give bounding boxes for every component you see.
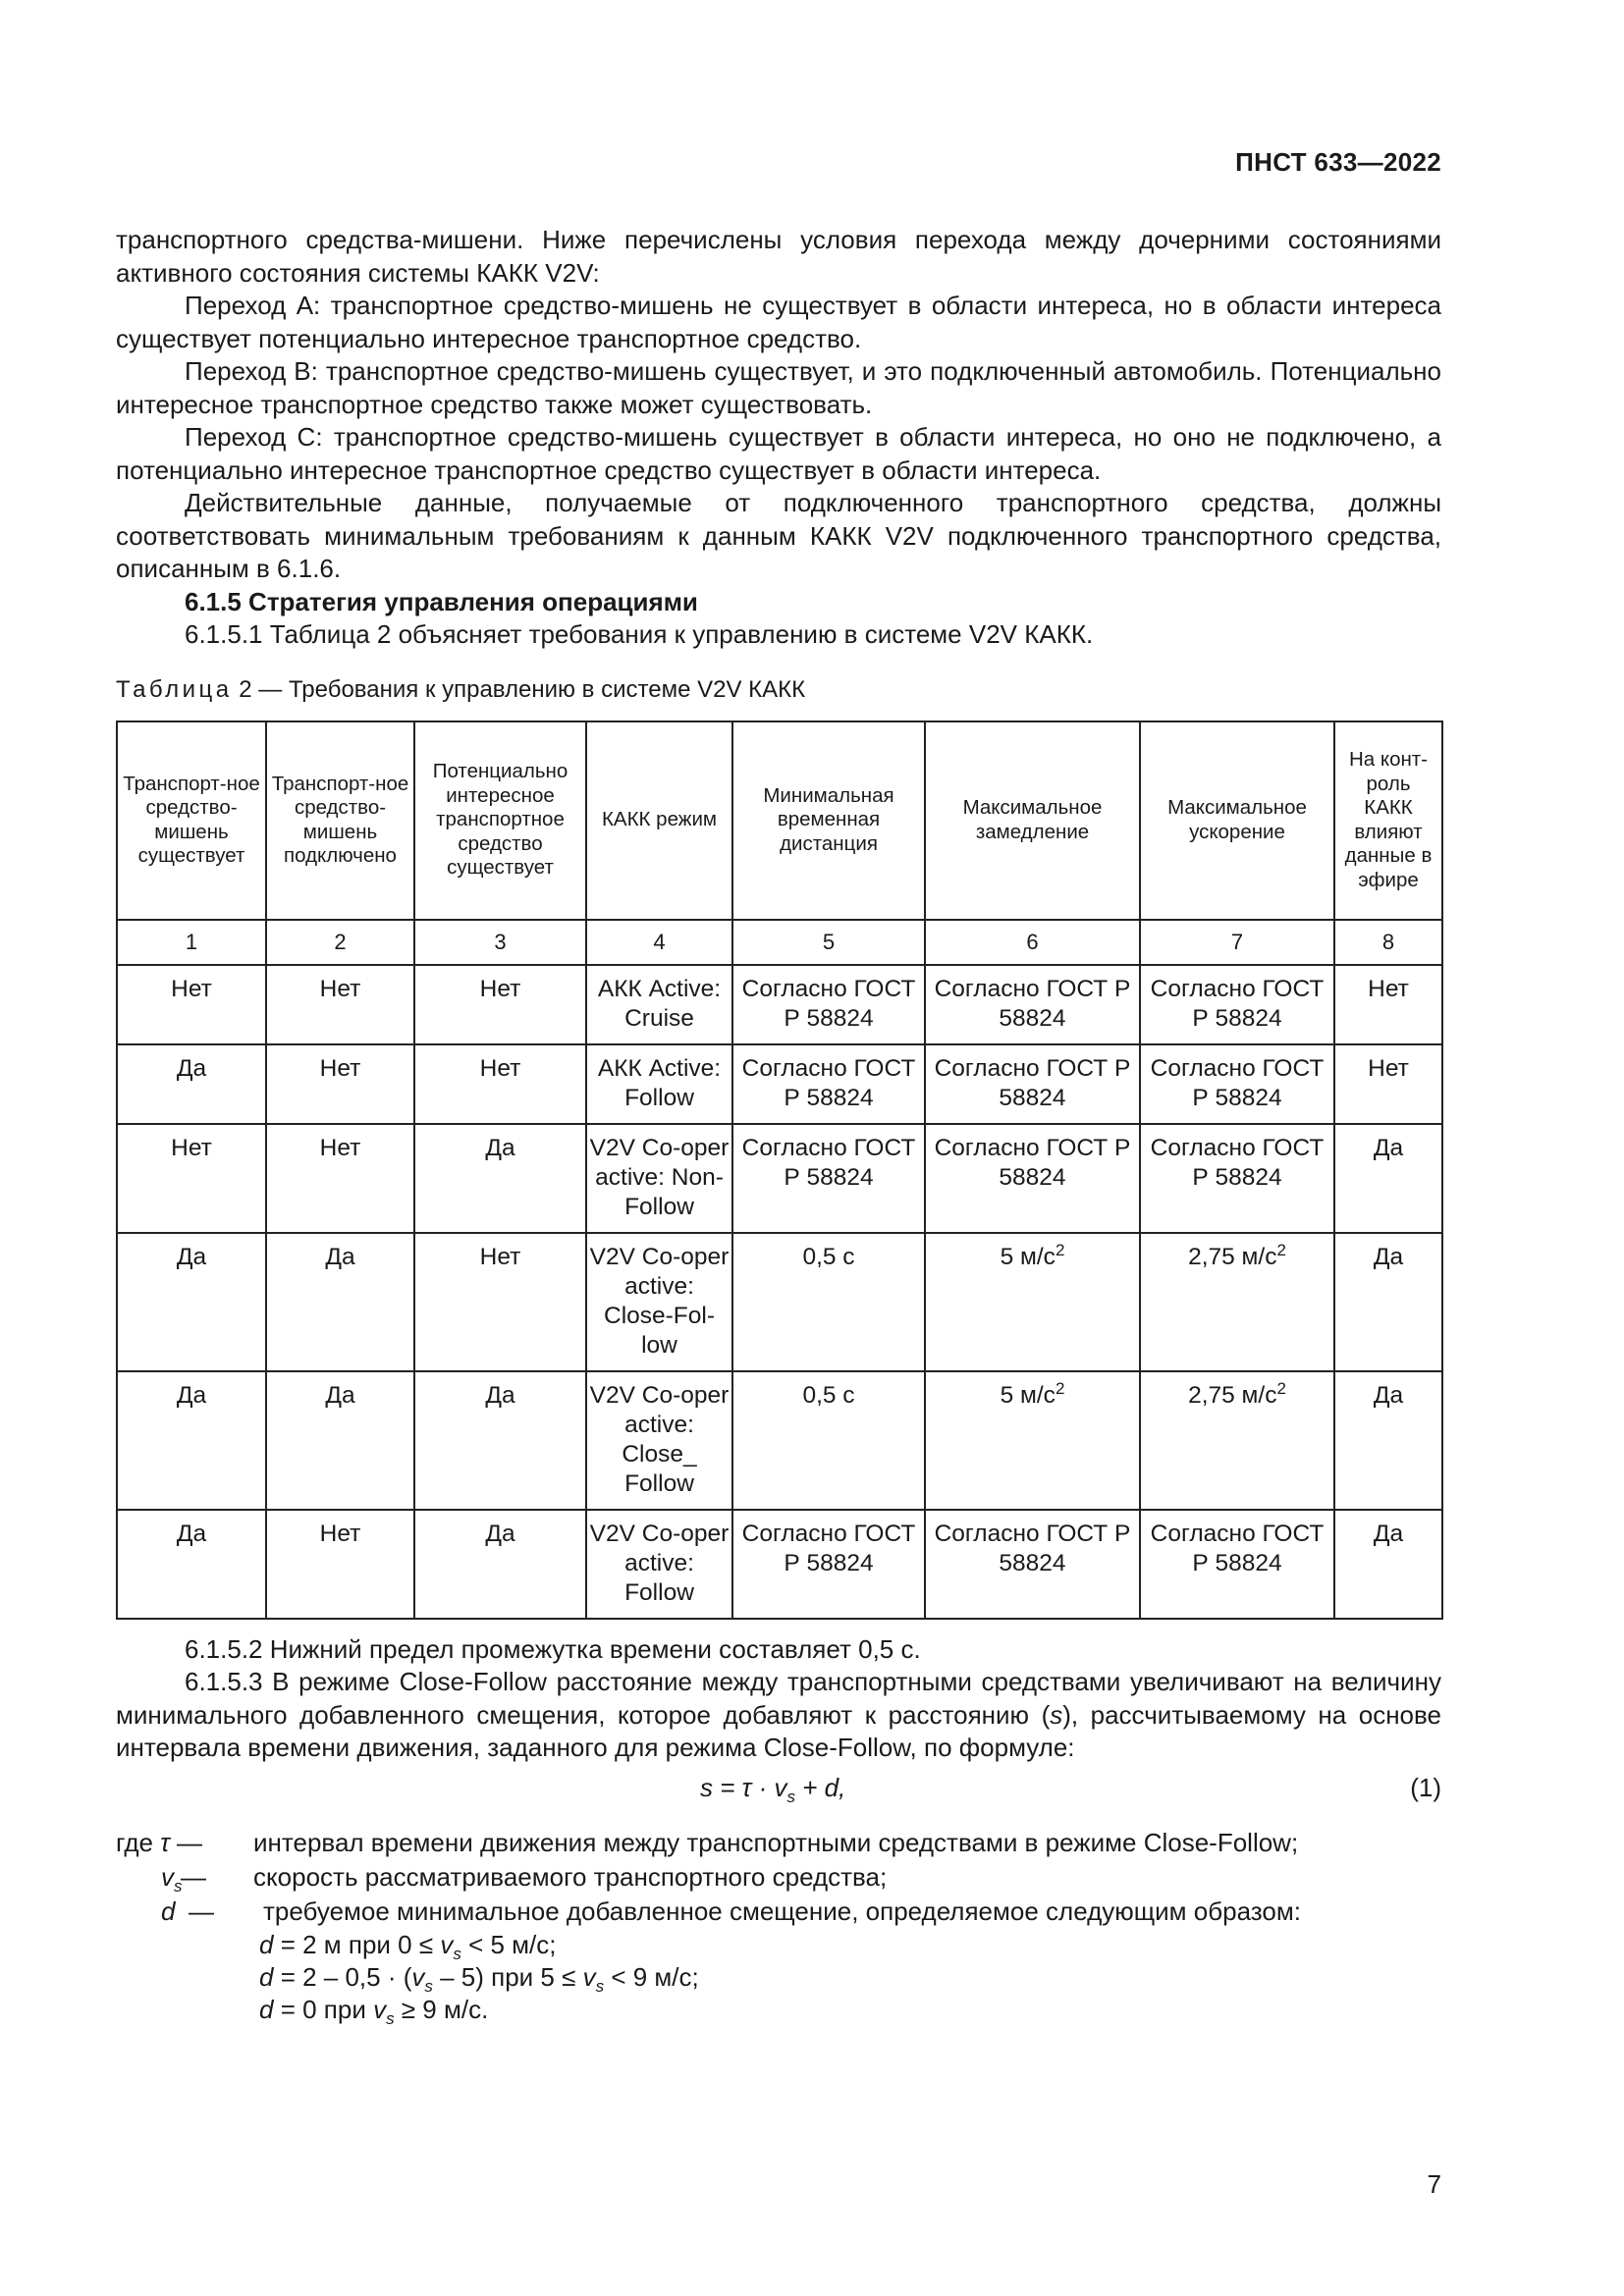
table-caption-word: Таблица bbox=[116, 675, 233, 703]
superscript: 2 bbox=[1276, 1378, 1286, 1398]
column-number: 7 bbox=[1140, 920, 1334, 965]
table-cell: V2V Co-oper active: Close_ Follow bbox=[586, 1371, 732, 1510]
column-number: 6 bbox=[925, 920, 1140, 965]
column-number-row bbox=[117, 920, 1442, 965]
paragraph-transition-b: Переход B: транспортное средство-мишень существует, и это подключенный автомобиль. Потенциально интересное транспортное средство также может существовать. bbox=[116, 356, 1441, 419]
paragraph: транспортного средства-мишени. Ниже перечислены условия перехода между дочерними состояниями активного состояния системы КАКК V2V: bbox=[116, 225, 1441, 288]
table-row bbox=[117, 1510, 1442, 1619]
table-row bbox=[117, 1124, 1442, 1233]
formula bbox=[116, 1765, 1441, 1810]
table-cell: Нет bbox=[414, 1233, 586, 1371]
table-cell: V2V Co-oper active: Non-Follow bbox=[586, 1124, 732, 1233]
legend-text: требуемое минимальное добавленное смещение, определяемое следующим образом: bbox=[263, 1896, 1301, 1926]
table-cell: Да bbox=[1334, 1371, 1442, 1510]
legend-dash: — bbox=[189, 1896, 214, 1926]
table-cell: Да bbox=[1334, 1124, 1442, 1233]
table-cell: Да bbox=[414, 1510, 586, 1619]
column-number: 3 bbox=[414, 920, 586, 965]
paragraph-transition-c: Переход C: транспортное средство-мишень существует в области интереса, но оно не подключено, а потенциально интересное транспортное средство существует в области интереса. bbox=[116, 422, 1441, 485]
table-cell: Нет bbox=[266, 1510, 414, 1619]
column-header: На конт-роль КАКК влияют данные в эфире bbox=[1334, 721, 1442, 920]
table-cell bbox=[1140, 1371, 1334, 1510]
column-header: Транспорт-ное средство-мишень существует bbox=[117, 721, 266, 920]
legend-item-tau bbox=[116, 1826, 1441, 1860]
table-cell: Нет bbox=[117, 965, 266, 1044]
table-cell: Согласно ГОСТ Р 58824 bbox=[732, 1124, 925, 1233]
table-cell: 0,5 с bbox=[732, 1371, 925, 1510]
superscript: 2 bbox=[1055, 1240, 1065, 1259]
column-header: Потенциально интересное транспортное средство существует bbox=[414, 721, 586, 920]
legend-dash: — bbox=[177, 1827, 202, 1857]
column-number: 1 bbox=[117, 920, 266, 965]
column-header: Транспорт-ное средство-мишень подключено bbox=[266, 721, 414, 920]
section-heading: 6.1.5 Стратегия управления операциями bbox=[185, 586, 698, 616]
table-cell: Да bbox=[117, 1510, 266, 1619]
legend-item-vs bbox=[116, 1860, 1441, 1895]
table-cell: Да bbox=[414, 1371, 586, 1510]
table-cell: Согласно ГОСТ Р 58824 bbox=[925, 1510, 1140, 1619]
table-cell: АКК Active: Follow bbox=[586, 1044, 732, 1124]
table-cell: АКК Active: Cruise bbox=[586, 965, 732, 1044]
table-cell: Да bbox=[117, 1371, 266, 1510]
table-cell: Да bbox=[117, 1233, 266, 1371]
table-cell bbox=[1140, 1233, 1334, 1371]
table-cell: Согласно ГОСТ Р 58824 bbox=[732, 965, 925, 1044]
table-cell: V2V Co-oper active: Follow bbox=[586, 1510, 732, 1619]
formula-number: (1) bbox=[1410, 1772, 1441, 1802]
table-cell: Нет bbox=[117, 1124, 266, 1233]
column-header: КАКК режим bbox=[586, 721, 732, 920]
table-cell: Нет bbox=[266, 965, 414, 1044]
table-cell: Нет bbox=[414, 1044, 586, 1124]
table-cell: Да bbox=[266, 1233, 414, 1371]
requirements-table bbox=[116, 721, 1443, 1620]
table-caption bbox=[116, 675, 1441, 705]
table-cell bbox=[925, 1371, 1140, 1510]
table-cell: Согласно ГОСТ Р 58824 bbox=[732, 1044, 925, 1124]
table-cell: Согласно ГОСТ Р 58824 bbox=[925, 1124, 1140, 1233]
column-number: 4 bbox=[586, 920, 732, 965]
paragraph bbox=[116, 1666, 1441, 1765]
cell-value: 5 м/с bbox=[1000, 1243, 1056, 1270]
table-cell: Согласно ГОСТ Р 58824 bbox=[925, 965, 1140, 1044]
column-header: Минимальная временная дистанция bbox=[732, 721, 925, 920]
cell-value: 2,75 м/с bbox=[1188, 1243, 1277, 1270]
case-line: $d = 2 - 0,5 \cdot (v_s - 5)$ при $5 \le v_s < 9$ м/с; bbox=[259, 1961, 699, 1996]
column-number: 5 bbox=[732, 920, 925, 965]
table-cell: 0,5 с bbox=[732, 1233, 925, 1371]
table-row bbox=[117, 1233, 1442, 1371]
variable-s: s bbox=[1050, 1699, 1063, 1730]
table-cell: Нет bbox=[266, 1044, 414, 1124]
table-caption-text: 2 — Требования к управлению в системе V2V КАКК bbox=[232, 675, 806, 703]
table-cell: Согласно ГОСТ Р 58824 bbox=[1140, 1124, 1334, 1233]
formula-expression: $s = \tau \cdot v_s + d$, bbox=[700, 1772, 846, 1806]
text-run: 6.1.5.3 В режиме Close-Follow расстояние между транспортными средствами увеличивают на величину минимального добавленного смещения, которое добавляют к расстоянию ( bbox=[116, 1667, 1441, 1730]
column-number: 8 bbox=[1334, 920, 1442, 965]
table-header-row bbox=[117, 721, 1442, 920]
paragraph-transition-a: Переход A: транспортное средство-мишень не существует в области интереса, но в области интереса существует потенциально интересное транспортное средство. bbox=[116, 291, 1441, 353]
table-cell: Да bbox=[266, 1371, 414, 1510]
legend-symbol: $v_s$ bbox=[161, 1861, 183, 1896]
table-cell: Нет bbox=[414, 965, 586, 1044]
cell-value: 2,75 м/с bbox=[1188, 1381, 1277, 1409]
column-header: Максимальное ускорение bbox=[1140, 721, 1334, 920]
table-cell: Да bbox=[117, 1044, 266, 1124]
case-line: d = 0 при $v_s \ge 9$ м/с. bbox=[259, 1994, 489, 2028]
table-row bbox=[117, 965, 1442, 1044]
table-cell: Да bbox=[1334, 1233, 1442, 1371]
text-run: ), рассчитываемому на основе интервала времени движения, заданного для режима Close-Follow, по формуле: bbox=[116, 1699, 1441, 1762]
formula-legend bbox=[116, 1826, 1441, 2026]
table-cell: Нет bbox=[1334, 1044, 1442, 1124]
table-cell bbox=[925, 1233, 1140, 1371]
table-cell: Согласно ГОСТ Р 58824 bbox=[925, 1044, 1140, 1124]
table-cell: Согласно ГОСТ Р 58824 bbox=[1140, 965, 1334, 1044]
table-cell: Да bbox=[414, 1124, 586, 1233]
superscript: 2 bbox=[1055, 1378, 1065, 1398]
legend-symbol: где τ bbox=[116, 1827, 170, 1857]
legend-text: скорость рассматриваемого транспортного средства; bbox=[253, 1861, 888, 1892]
paragraph: Действительные данные, получаемые от подключенного транспортного средства, должны соответствовать минимальным требованиям к данным КАКК V2V подключенного транспортного средства, описанным в 6.1.6. bbox=[116, 488, 1441, 583]
legend-symbol: d bbox=[161, 1896, 176, 1926]
table-row bbox=[117, 1371, 1442, 1510]
legend-where: где bbox=[116, 1827, 153, 1857]
table-cell: Согласно ГОСТ Р 58824 bbox=[1140, 1510, 1334, 1619]
legend-item-d bbox=[116, 1895, 1441, 1929]
page-body bbox=[116, 224, 1441, 2026]
legend-dash: — bbox=[181, 1861, 206, 1892]
cell-value: 5 м/с bbox=[1000, 1381, 1056, 1409]
document-code: ПНСТ 633—2022 bbox=[1235, 147, 1441, 177]
paragraph: 6.1.5.2 Нижний предел промежутка времени составляет 0,5 с. bbox=[185, 1633, 921, 1664]
page-number: 7 bbox=[1427, 2169, 1441, 2199]
table-cell: Согласно ГОСТ Р 58824 bbox=[732, 1510, 925, 1619]
legend-cases bbox=[259, 1929, 1441, 2026]
table-row bbox=[117, 1044, 1442, 1124]
column-number: 2 bbox=[266, 920, 414, 965]
case-line: d = 2 м при $0 \le v_s < 5$ м/с; bbox=[259, 1929, 557, 1963]
column-header: Максимальное замедление bbox=[925, 721, 1140, 920]
table-cell: Нет bbox=[1334, 965, 1442, 1044]
table-cell: Да bbox=[1334, 1510, 1442, 1619]
paragraph: 6.1.5.1 Таблица 2 объясняет требования к управлению в системе V2V КАКК. bbox=[185, 619, 1094, 649]
table-cell: Нет bbox=[266, 1124, 414, 1233]
table-cell: Согласно ГОСТ Р 58824 bbox=[1140, 1044, 1334, 1124]
legend-text: интервал времени движения между транспортными средствами в режиме Close-Follow; bbox=[253, 1827, 1299, 1857]
table-cell: V2V Co-oper active: Close-Fol-low bbox=[586, 1233, 732, 1371]
superscript: 2 bbox=[1276, 1240, 1286, 1259]
